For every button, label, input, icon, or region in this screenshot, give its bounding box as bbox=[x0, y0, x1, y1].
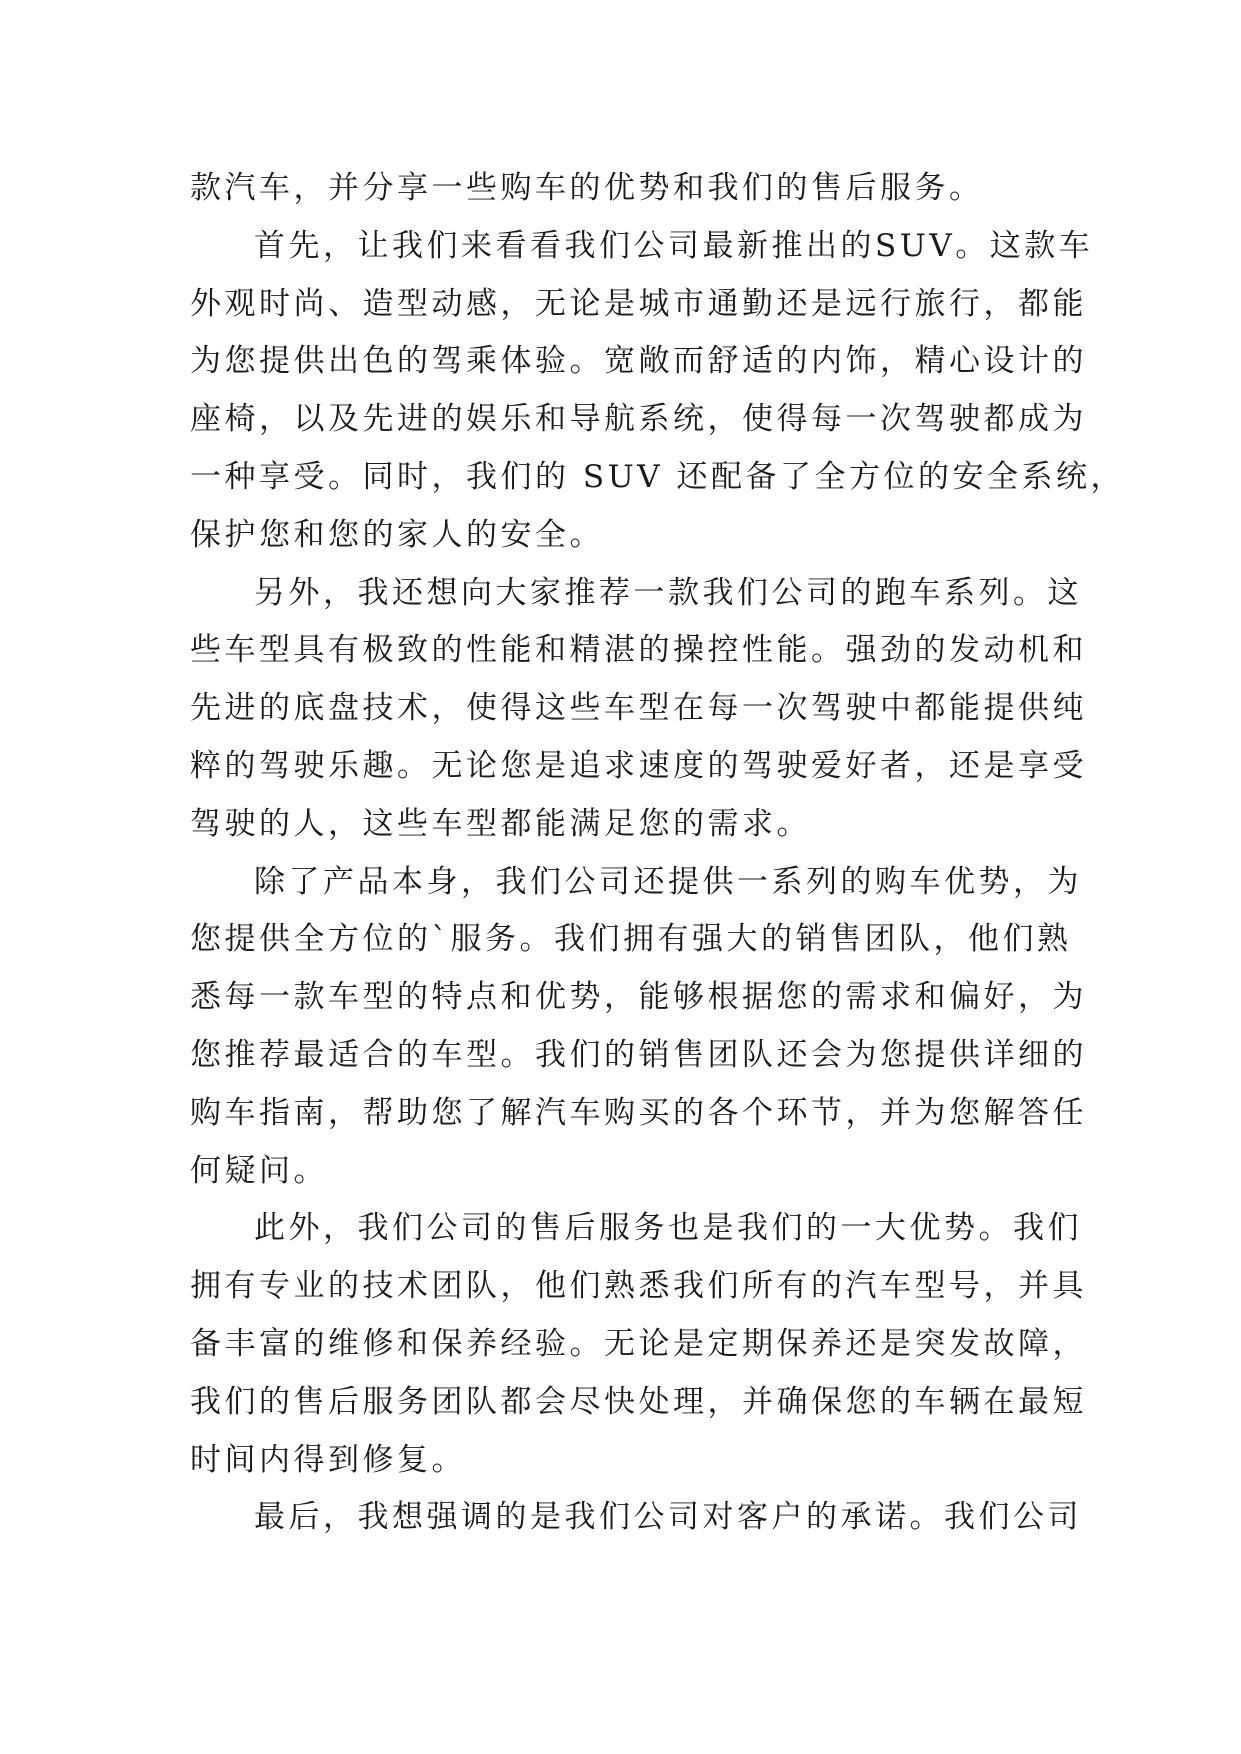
text-line: 时间内得到修复。 bbox=[190, 1441, 466, 1478]
text-line: 为您提供出色的驾乘体验。宽敞而舒适的内饰，精心设计的 bbox=[190, 343, 1087, 380]
text-line: 我们的售后服务团队都会尽快处理，并确保您的车辆在最短 bbox=[190, 1383, 1087, 1420]
text-line: 购车指南，帮助您了解汽车购买的各个环节，并为您解答任 bbox=[190, 1094, 1087, 1131]
paragraph-first-line: 除了产品本身，我们公司还提供一系列的购车优势，为 bbox=[254, 863, 1082, 900]
paragraph-first-line: 首先，让我们来看看我们公司最新推出的SUV。这款车 bbox=[254, 227, 1094, 264]
text-line: 些车型具有极致的性能和精湛的操控性能。强劲的发动机和 bbox=[190, 632, 1087, 669]
text-line: 您推荐最适合的车型。我们的销售团队还会为您提供详细的 bbox=[190, 1036, 1087, 1073]
paragraph-first-line: 另外，我还想向大家推荐一款我们公司的跑车系列。这 bbox=[254, 574, 1082, 611]
text-line: 座椅，以及先进的娱乐和导航系统，使得每一次驾驶都成为 bbox=[190, 401, 1087, 438]
text-line: 何疑问。 bbox=[190, 1152, 328, 1189]
paragraph-first-line: 最后，我想强调的是我们公司对客户的承诺。我们公司 bbox=[254, 1499, 1082, 1536]
text-line: 保护您和您的家人的安全。 bbox=[190, 516, 604, 553]
document-body bbox=[190, 160, 1125, 1547]
text-line: 外观时尚、造型动感，无论是城市通勤还是远行旅行，都能 bbox=[190, 285, 1087, 322]
text-line: 悉每一款车型的特点和优势，能够根据您的需求和偏好，为 bbox=[190, 979, 1087, 1016]
text-line: 先进的底盘技术，使得这些车型在每一次驾驶中都能提供纯 bbox=[190, 690, 1087, 727]
text-line: 驾驶的人，这些车型都能满足您的需求。 bbox=[190, 805, 811, 842]
text-line: 备丰富的维修和保养经验。无论是定期保养还是突发故障， bbox=[190, 1325, 1087, 1362]
text-line: 拥有专业的技术团队，他们熟悉我们所有的汽车型号，并具 bbox=[190, 1268, 1087, 1305]
text-line: 一种享受。同时，我们的 SUV 还配备了全方位的安全系统， bbox=[190, 458, 1125, 495]
text-line: 您提供全方位的`服务。我们拥有强大的销售团队，他们熟 bbox=[190, 921, 1072, 958]
text-line: 粹的驾驶乐趣。无论您是追求速度的驾驶爱好者，还是享受 bbox=[190, 747, 1087, 784]
text-line: 款汽车，并分享一些购车的优势和我们的售后服务。 bbox=[190, 170, 984, 206]
paragraph-first-line: 此外，我们公司的售后服务也是我们的一大优势。我们 bbox=[254, 1210, 1082, 1247]
